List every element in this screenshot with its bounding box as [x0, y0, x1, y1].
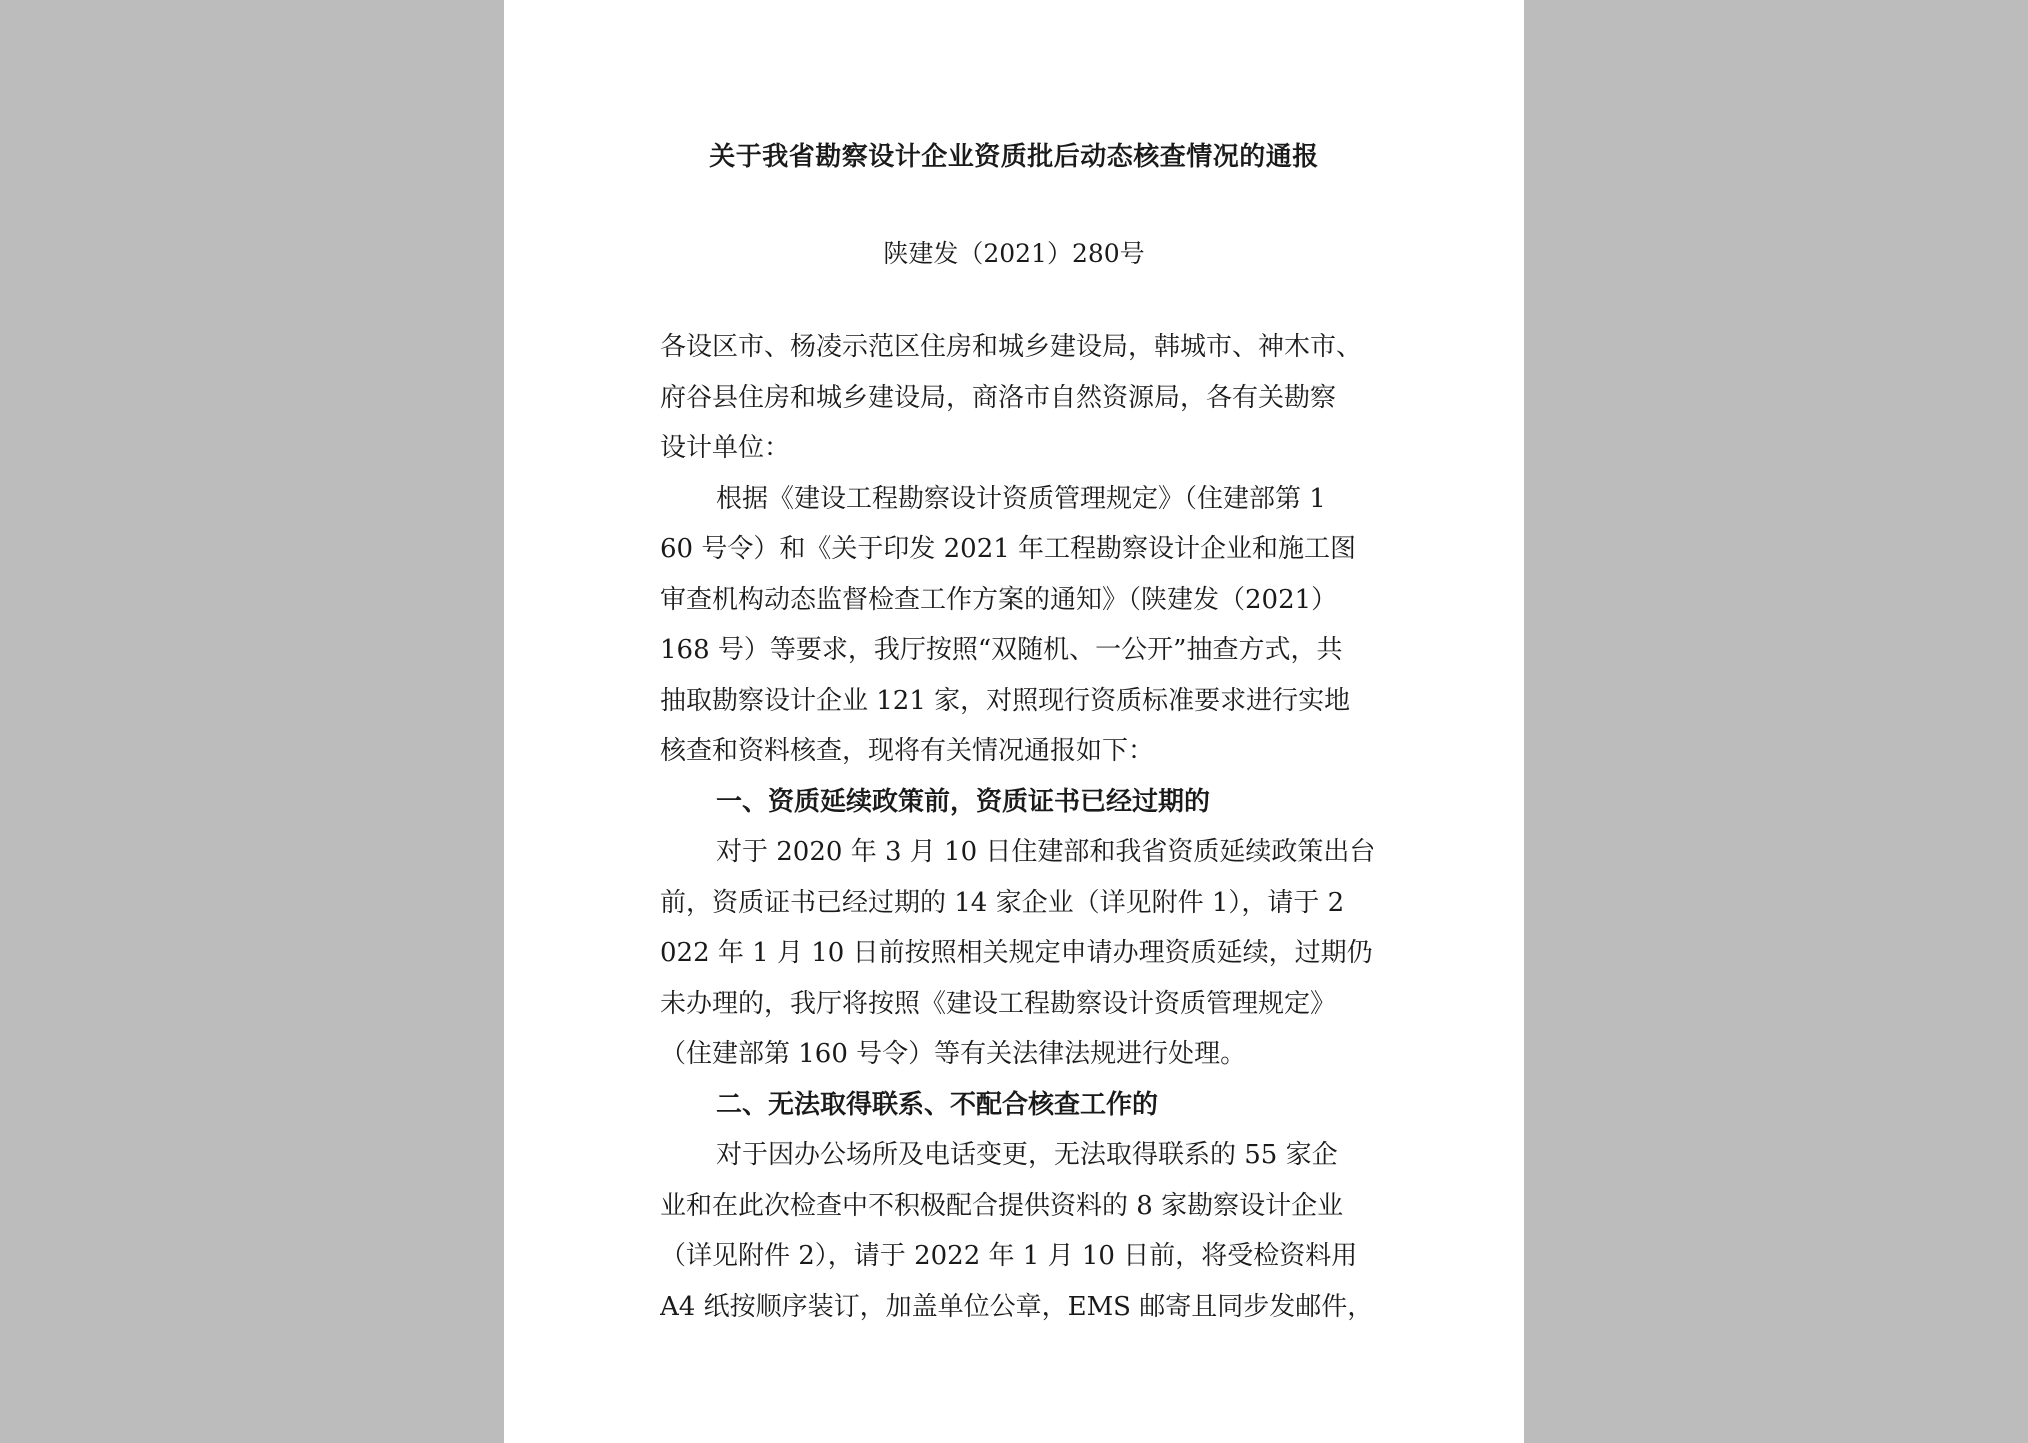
section-heading: 一、资质延续政策前，资质证书已经过期的	[716, 786, 1211, 817]
body-text-line: 022 年 1 月 10 日前按照相关规定申请办理资质延续，过期仍	[660, 938, 1373, 968]
body-text-line: 府谷县住房和城乡建设局，商洛市自然资源局，各有关勘察	[660, 382, 1337, 413]
body-text-line: 设计单位：	[660, 433, 791, 463]
body-text-line: 对于因办公场所及电话变更，无法取得联系的 55 家企	[716, 1140, 1338, 1170]
body-text-line: 未办理的，我厅将按照《建设工程勘察设计资质管理规定》	[660, 988, 1337, 1019]
document-number: 陕建发（2021）280号	[883, 239, 1145, 268]
document-body	[660, 322, 1376, 1332]
section-heading: 二、无法取得联系、不配合核查工作的	[716, 1089, 1159, 1120]
body-text-line: 前，资质证书已经过期的 14 家企业（详见附件 1），请于 2	[660, 887, 1345, 918]
body-text-line: 根据《建设工程勘察设计资质管理规定》（住建部第 1	[716, 483, 1326, 514]
body-text-line: 业和在此次检查中不积极配合提供资料的 8 家勘察设计企业	[660, 1190, 1344, 1221]
body-text-line: （住建部第 160 号令）等有关法律法规进行处理。	[660, 1039, 1247, 1069]
body-text-line: 抽取勘察设计企业 121 家，对照现行资质标准要求进行实地	[660, 685, 1351, 716]
body-text-line: 168 号）等要求，我厅按照“双随机、一公开”抽查方式，共	[660, 635, 1343, 665]
body-text-line: 60 号令）和《关于印发 2021 年工程勘察设计企业和施工图	[660, 534, 1357, 564]
body-text-line: 核查和资料核查，现将有关情况通报如下：	[660, 736, 1155, 766]
body-text-line: 对于 2020 年 3 月 10 日住建部和我省资质延续政策出台	[716, 837, 1376, 867]
body-text-line: 各设区市、杨凌示范区住房和城乡建设局，韩城市、神木市、	[660, 332, 1363, 362]
body-text-line: （详见附件 2），请于 2022 年 1 月 10 日前，将受检资料用	[660, 1241, 1358, 1271]
body-text-line: 审查机构动态监督检查工作方案的通知》（陕建发（2021）	[660, 584, 1338, 615]
body-text-line: A4 纸按顺序装订，加盖单位公章，EMS 邮寄且同步发邮件，	[660, 1291, 1374, 1322]
document-page	[504, 0, 1524, 1443]
document-title: 关于我省勘察设计企业资质批后动态核查情况的通报	[709, 142, 1319, 172]
